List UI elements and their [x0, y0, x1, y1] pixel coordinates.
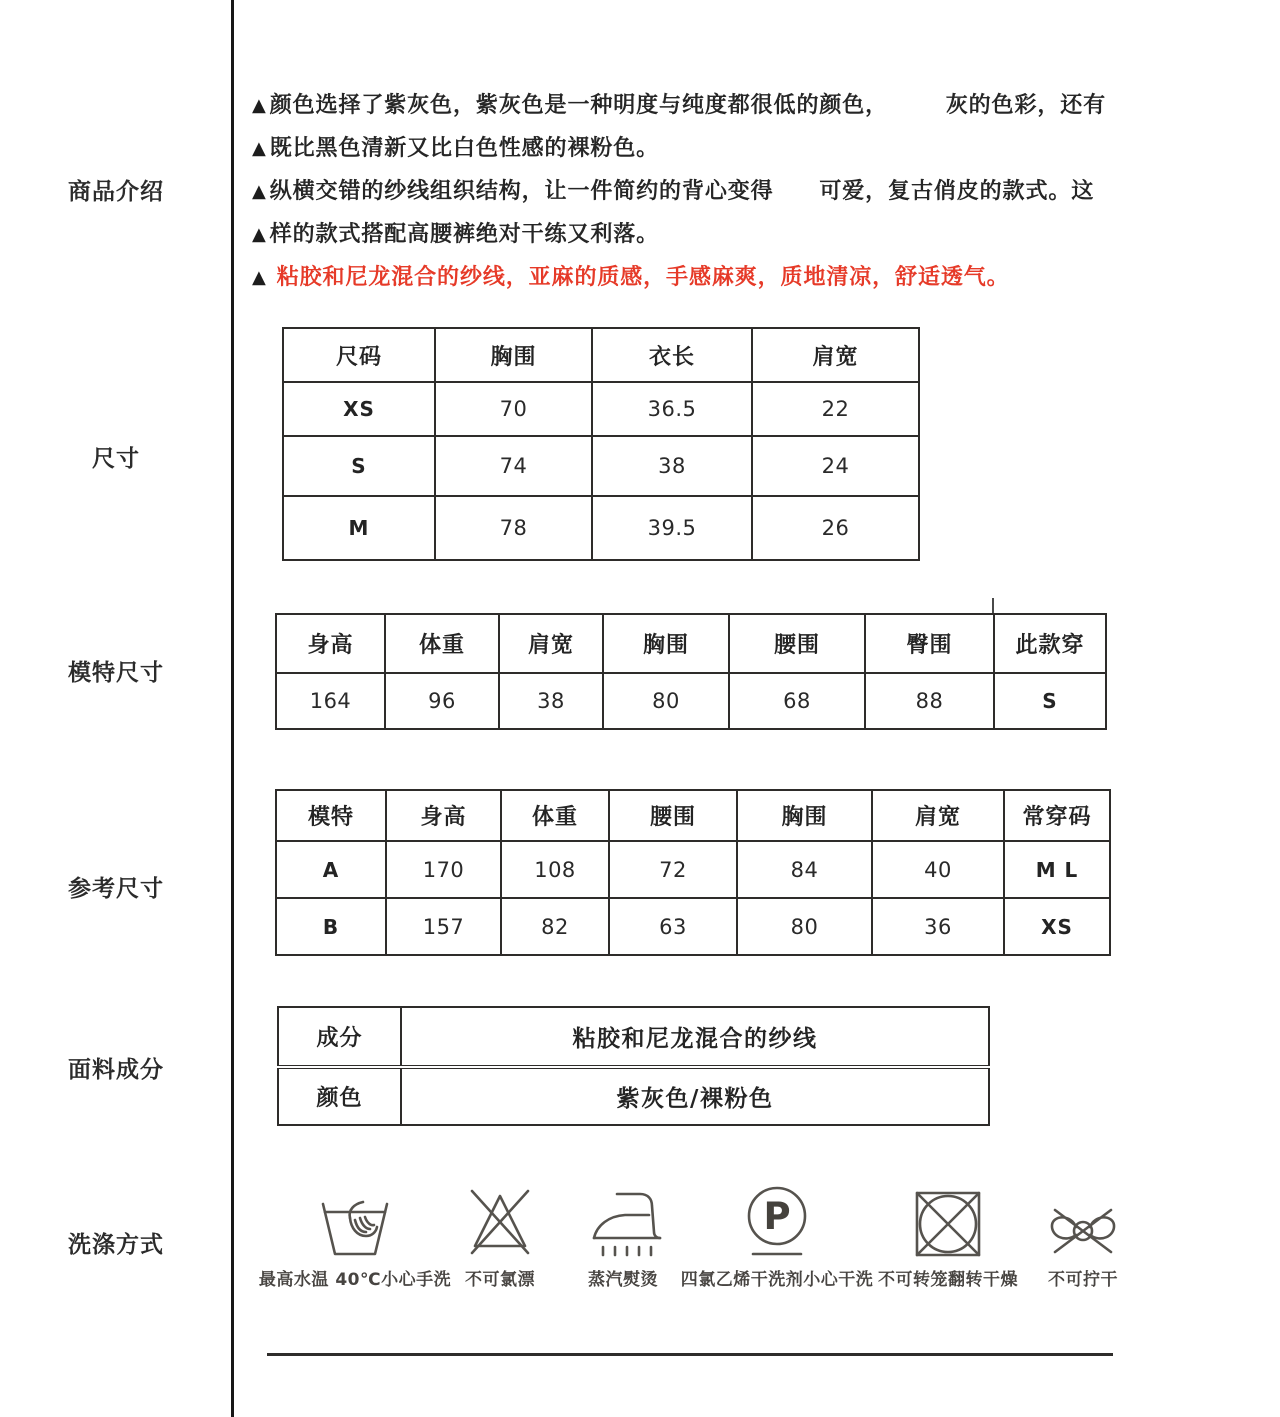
cell: 84	[737, 841, 872, 898]
care-label: 不可拧干	[1048, 1270, 1118, 1290]
care-label: 最高水温 40℃小心手洗	[258, 1270, 452, 1290]
header-cell: 此款穿	[994, 614, 1106, 673]
triangle-bullet-icon: ▲	[252, 95, 267, 116]
table-header-row	[276, 790, 1110, 841]
table-header-row	[283, 328, 919, 382]
intro-text: 既比黑色清新又比白色性感的裸粉色。	[269, 136, 660, 161]
triangle-bullet-icon: ▲	[252, 181, 267, 202]
sidebar-label-fabric: 面料成分	[68, 1057, 164, 1083]
cell: 74	[435, 436, 592, 496]
cell: 88	[865, 673, 994, 729]
cell: 22	[752, 382, 919, 436]
cell: 157	[386, 898, 501, 955]
stray-tick-mark	[992, 598, 994, 614]
cell: 80	[737, 898, 872, 955]
header-cell: 体重	[385, 614, 499, 673]
care-item-no-bleach	[440, 1176, 560, 1290]
cell: 82	[501, 898, 609, 955]
cell: 164	[276, 673, 385, 729]
cell: 72	[609, 841, 737, 898]
header-cell: 胸围	[603, 614, 729, 673]
sidebar-label-model-size: 模特尺寸	[68, 660, 164, 686]
table-row	[283, 496, 919, 560]
table-row	[283, 436, 919, 496]
care-item-dry-clean	[682, 1176, 872, 1290]
care-label: 不可氯漂	[465, 1270, 535, 1290]
cell: 38	[592, 436, 752, 496]
header-cell: 胸围	[737, 790, 872, 841]
steam-iron-icon	[580, 1176, 666, 1260]
table-row	[278, 1067, 989, 1125]
intro-text: 纵横交错的纱线组织结构，让一件简约的背心变得 可爱，复古俏皮的款式。这	[269, 179, 1095, 204]
product-intro-paragraph	[252, 84, 1106, 299]
reference-size-table	[275, 789, 1111, 956]
cell: M	[283, 496, 435, 560]
vertical-divider	[231, 0, 234, 1417]
sidebar-label-care: 洗涤方式	[68, 1232, 164, 1258]
table-row	[283, 382, 919, 436]
intro-line	[252, 213, 1106, 256]
hand-wash-icon	[316, 1176, 394, 1260]
cell: A	[276, 841, 386, 898]
cell: M L	[1004, 841, 1110, 898]
sidebar-label-reference-size: 参考尺寸	[68, 876, 164, 902]
table-row	[276, 841, 1110, 898]
header-cell: 衣长	[592, 328, 752, 382]
cell: 38	[499, 673, 603, 729]
header-cell: 腰围	[729, 614, 865, 673]
fabric-table	[277, 1006, 990, 1126]
header-cell: 常穿码	[1004, 790, 1110, 841]
no-wring-icon	[1043, 1176, 1123, 1260]
cell: 78	[435, 496, 592, 560]
header-cell: 肩宽	[752, 328, 919, 382]
header-cell: 身高	[276, 614, 385, 673]
care-item-hand-wash	[255, 1176, 455, 1290]
header-cell: 模特	[276, 790, 386, 841]
fabric-label-cell: 成分	[278, 1007, 401, 1067]
care-item-no-wring	[1018, 1176, 1148, 1290]
header-cell: 尺码	[283, 328, 435, 382]
cell: 63	[609, 898, 737, 955]
cell: 36.5	[592, 382, 752, 436]
table-row	[278, 1007, 989, 1067]
header-cell: 腰围	[609, 790, 737, 841]
dry-clean-p-icon	[743, 1176, 811, 1260]
cell: 39.5	[592, 496, 752, 560]
header-cell: 体重	[501, 790, 609, 841]
header-cell: 身高	[386, 790, 501, 841]
no-tumble-dry-icon	[912, 1176, 984, 1260]
sidebar-label-size: 尺寸	[92, 446, 140, 472]
intro-text: 颜色选择了紫灰色，紫灰色是一种明度与纯度都很低的颜色， 灰的色彩，还有	[269, 93, 1107, 118]
triangle-bullet-icon: ▲	[252, 224, 267, 245]
triangle-bullet-icon: ▲	[252, 267, 267, 288]
intro-line	[252, 84, 1106, 127]
fabric-label-cell: 颜色	[278, 1067, 401, 1125]
triangle-bullet-icon: ▲	[252, 138, 267, 159]
cell: 36	[872, 898, 1004, 955]
model-size-table	[275, 613, 1107, 730]
bottom-rule	[267, 1353, 1113, 1356]
dry-clean-letter: P	[763, 1195, 791, 1238]
fabric-value-cell: 紫灰色/裸粉色	[401, 1067, 989, 1125]
header-cell: 肩宽	[499, 614, 603, 673]
no-bleach-icon	[465, 1176, 535, 1260]
care-item-no-tumble-dry	[868, 1176, 1028, 1290]
cell: S	[283, 436, 435, 496]
cell: S	[994, 673, 1106, 729]
cell: 24	[752, 436, 919, 496]
size-table	[282, 327, 920, 561]
header-cell: 肩宽	[872, 790, 1004, 841]
cell: XS	[283, 382, 435, 436]
fabric-value-cell: 粘胶和尼龙混合的纱线	[401, 1007, 989, 1067]
cell: 108	[501, 841, 609, 898]
care-item-steam-iron	[558, 1176, 688, 1290]
intro-line-highlight	[252, 256, 1106, 299]
intro-text: 样的款式搭配高腰裤绝对干练又利落。	[269, 222, 660, 247]
cell: 70	[435, 382, 592, 436]
header-cell: 胸围	[435, 328, 592, 382]
intro-text-red: 粘胶和尼龙混合的纱线，亚麻的质感，手感麻爽，质地清凉，舒适透气。	[276, 265, 1010, 290]
cell: 26	[752, 496, 919, 560]
table-header-row	[276, 614, 1106, 673]
cell: 40	[872, 841, 1004, 898]
cell: XS	[1004, 898, 1110, 955]
cell: 170	[386, 841, 501, 898]
table-row	[276, 673, 1106, 729]
cell: 68	[729, 673, 865, 729]
care-label: 蒸汽熨烫	[588, 1270, 658, 1290]
header-cell: 臀围	[865, 614, 994, 673]
table-row	[276, 898, 1110, 955]
sidebar-label-product-intro: 商品介绍	[68, 179, 164, 205]
intro-line	[252, 127, 1106, 170]
cell: 96	[385, 673, 499, 729]
intro-line	[252, 170, 1106, 213]
cell: 80	[603, 673, 729, 729]
care-label: 四氯乙烯干洗剂小心干洗	[680, 1270, 874, 1290]
care-label: 不可转笼翻转干燥	[878, 1270, 1018, 1290]
cell: B	[276, 898, 386, 955]
